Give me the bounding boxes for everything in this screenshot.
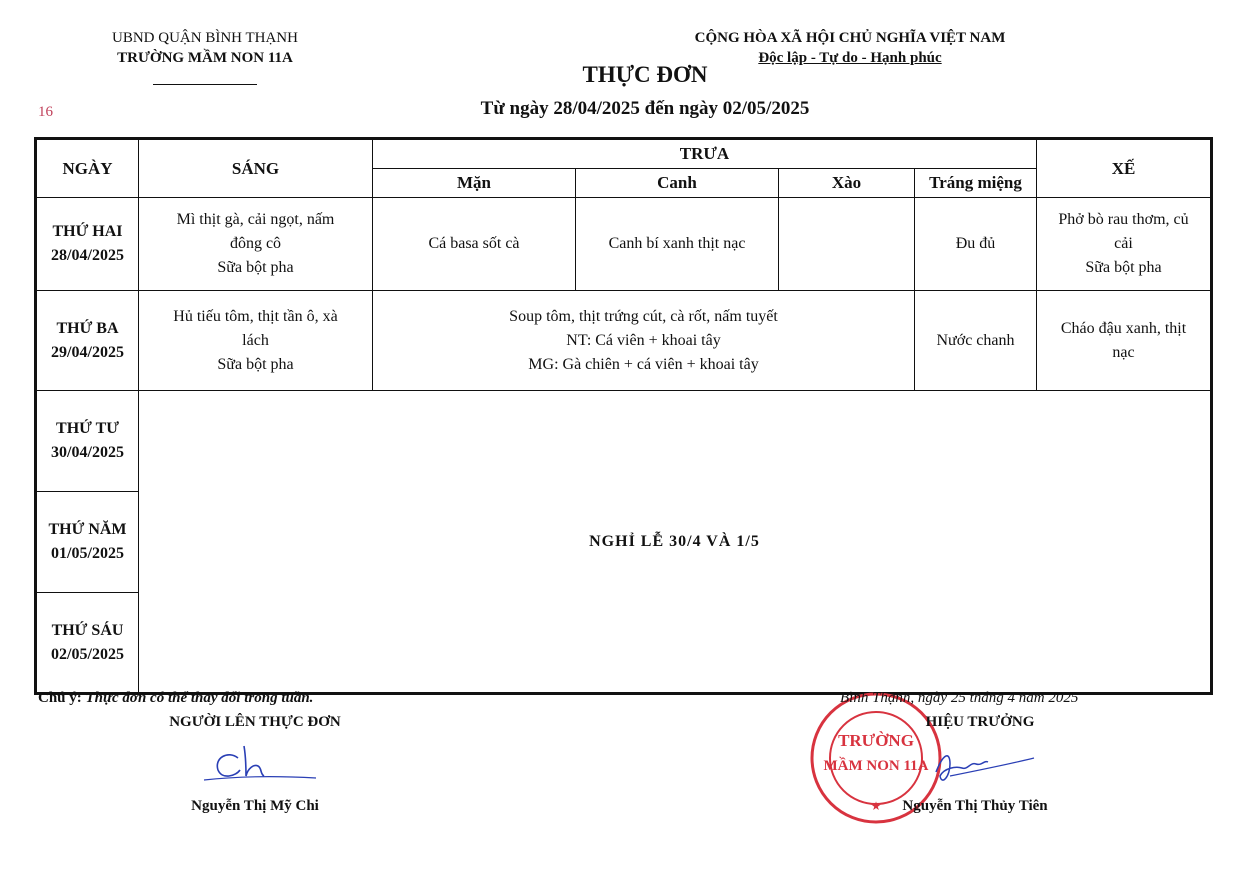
day-date: 02/05/2025 (51, 645, 124, 663)
table-row (36, 291, 1212, 391)
col-soup: Canh (576, 169, 779, 198)
principal-title: HIỆU TRƯỞNG (925, 714, 1035, 730)
morning-line: Sữa bột pha (217, 355, 294, 373)
day-date: 01/05/2025 (51, 545, 124, 562)
dessert-cell: Đu đủ (915, 198, 1037, 291)
morning-cell (139, 198, 373, 291)
header-divider (153, 84, 257, 85)
morning-line: đông cô (229, 235, 282, 252)
col-day: NGÀY (36, 139, 139, 198)
day-cell (36, 593, 139, 694)
day-cell (36, 391, 139, 492)
svg-text:MẦM NON 11A: MẦM NON 11A (823, 758, 929, 774)
afternoon-cell (1037, 198, 1212, 291)
afternoon-cell (1037, 291, 1212, 391)
table-row (36, 198, 1212, 291)
lunch-line: MG: Gà chiên + cá viên + khoai tây (528, 355, 759, 373)
morning-line: lách (242, 331, 269, 349)
maker-name: Nguyễn Thị Mỹ Chi (191, 798, 319, 814)
afternoon-line: cải (1114, 235, 1133, 252)
header-row-1 (36, 139, 1212, 169)
table-row (36, 391, 1212, 492)
svg-text:TRƯỜNG: TRƯỜNG (838, 731, 914, 750)
day-date: 30/04/2025 (51, 444, 124, 461)
morning-line: Mì thịt gà, cải ngọt, nấm (176, 211, 335, 228)
principal-signature-icon (930, 742, 1040, 792)
day-cell (36, 198, 139, 291)
lunch-combined-cell (373, 291, 915, 391)
day-name: THỨ BA (56, 319, 119, 337)
national-motto: Độc lập - Tự do - Hạnh phúc (758, 50, 942, 66)
stirfry-cell (779, 198, 915, 291)
col-salty: Mặn (373, 169, 576, 198)
col-dessert: Tráng miệng (915, 169, 1037, 198)
dessert-cell: Nước chanh (915, 291, 1037, 391)
district-name: UBND QUẬN BÌNH THẠNH (112, 30, 298, 46)
maker-title: NGƯỜI LÊN THỰC ĐƠN (169, 714, 341, 730)
morning-cell (139, 291, 373, 391)
col-afternoon: XẾ (1037, 139, 1212, 198)
maker-signature-icon (200, 740, 320, 790)
date-range: Từ ngày 28/04/2025 đến ngày 02/05/2025 (480, 98, 810, 119)
lunch-line: Soup tôm, thịt trứng cút, cà rốt, nấm tuyết (509, 307, 778, 325)
day-cell (36, 492, 139, 593)
afternoon-line: Cháo đậu xanh, thịt (1060, 319, 1187, 337)
afternoon-line: nạc (1112, 343, 1135, 361)
header-left (60, 28, 350, 85)
note-text: Thực đơn có thể thay đổi trong tuần. (85, 690, 314, 706)
place-date: Bình Thạnh, ngày 25 tháng 4 năm 2025 (840, 690, 1079, 706)
day-date: 29/04/2025 (51, 343, 124, 361)
col-lunch: TRƯA (373, 139, 1037, 169)
morning-line: Hủ tiếu tôm, thịt tần ô, xà (173, 307, 338, 325)
principal-name: Nguyễn Thị Thủy Tiên (902, 798, 1048, 814)
note-label: Chú ý: (38, 690, 82, 706)
salty-cell: Cá basa sốt cà (373, 198, 576, 291)
soup-cell: Canh bí xanh thịt nạc (576, 198, 779, 291)
afternoon-line: Phở bò rau thơm, củ (1058, 211, 1189, 228)
page-number: 16 (38, 104, 53, 120)
afternoon-line: Sữa bột pha (1085, 259, 1162, 276)
col-stirfry: Xào (779, 169, 915, 198)
day-date: 28/04/2025 (51, 247, 124, 264)
note (38, 690, 313, 707)
day-name: THỨ HAI (52, 223, 123, 240)
country-name: CỘNG HÒA XÃ HỘI CHỦ NGHĨA VIỆT NAM (694, 30, 1006, 46)
day-cell (36, 291, 139, 391)
holiday-notice: NGHỈ LỄ 30/4 VÀ 1/5 (139, 391, 1212, 694)
day-name: THỨ TƯ (56, 420, 119, 437)
page-title: THỰC ĐƠN (582, 62, 708, 87)
col-morning: SÁNG (139, 139, 373, 198)
lunch-line: NT: Cá viên + khoai tây (566, 331, 721, 349)
school-name: TRƯỜNG MẦM NON 11A (117, 50, 293, 66)
menu-table (34, 137, 1213, 695)
svg-text:★: ★ (870, 799, 882, 813)
day-name: THỨ NĂM (48, 521, 127, 538)
morning-line: Sữa bột pha (217, 259, 294, 276)
day-name: THỨ SÁU (51, 621, 124, 639)
